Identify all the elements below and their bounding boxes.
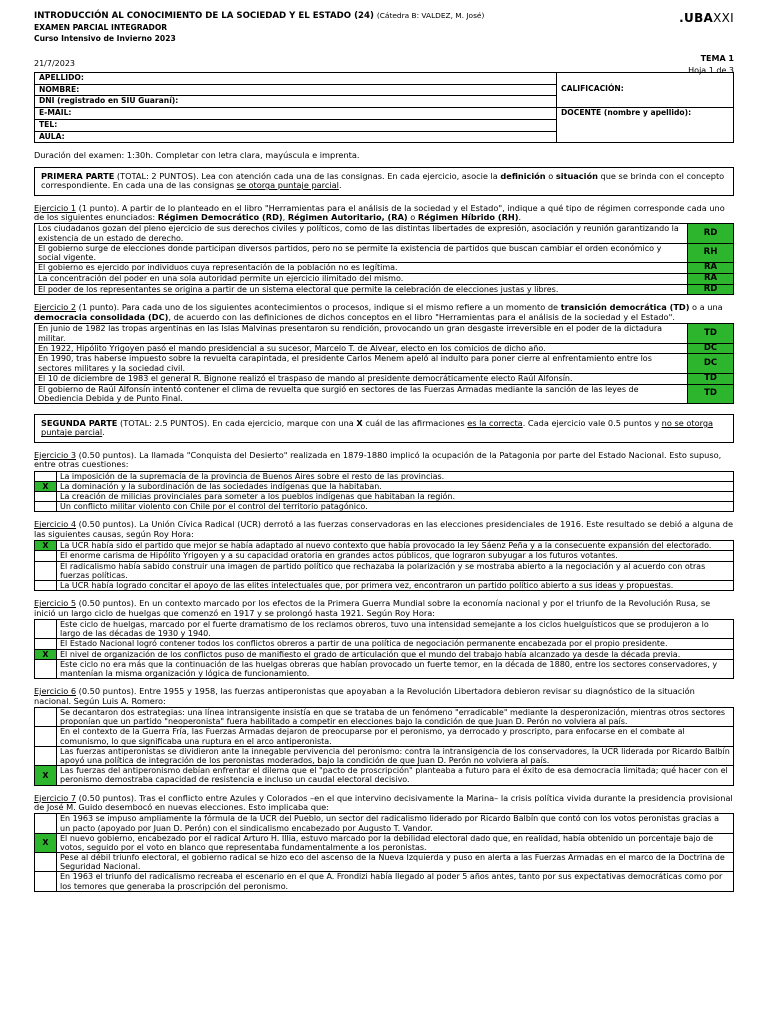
answer-code[interactable]: RH	[688, 243, 734, 262]
option-checkbox[interactable]: X	[35, 481, 57, 491]
option-row	[35, 620, 734, 639]
option-checkbox[interactable]: X	[35, 541, 57, 551]
option-row	[35, 481, 734, 491]
answer-code[interactable]: TD	[688, 324, 734, 343]
option-row	[35, 727, 734, 746]
option-text: El nivel de organización de los conflictos puso de manifiesto el grado de articulación que el mundo del trabajo había alcanzado ya desde la década previa.	[57, 649, 734, 659]
answer-code[interactable]: TD	[688, 384, 734, 403]
ej3-options	[34, 471, 734, 513]
exam-type: EXAMEN PARCIAL INTEGRADOR	[34, 22, 168, 32]
statement: El gobierno de Raúl Alfonsín intentó contener el clima de revuelta que surgió en sectores de las Fuerzas Armadas mediante la sanción de las leyes de Obediencia Debida y de Punto Final.	[35, 384, 688, 403]
table-row	[35, 273, 734, 284]
exam-title: INTRODUCCIÓN AL CONOCIMIENTO DE LA SOCIEDAD Y EL ESTADO (24) (Cátedra B: VALDEZ, M. José)	[34, 11, 485, 21]
answer-code[interactable]: RD	[688, 224, 734, 243]
option-text: La UCR había logrado concitar el apoyo de las elites intelectuales que, por primera vez, encontraron un partido político abierto a sus ideas y propuestas.	[57, 581, 734, 591]
option-checkbox[interactable]: X	[35, 833, 57, 852]
option-checkbox[interactable]	[35, 727, 57, 746]
option-checkbox[interactable]	[35, 872, 57, 891]
option-text: Las fuerzas antiperonistas se dividieron ante la innegable pervivencia del peronismo: contra la intransigencia de los conservadores, la UCR liderada por Ricardo Balbín apoyó una política de integración de los peronistas moderados, bajo la condición de que Juan D. Perón no volviera al país.	[57, 746, 734, 765]
option-checkbox[interactable]	[35, 551, 57, 561]
answer-code[interactable]: DC	[688, 354, 734, 373]
statement: En 1922, Hipólito Yrigoyen pasó el mando presidencial a su sucesor, Marcelo T. de Alvear, electo en los comicios de dicho año.	[35, 343, 688, 354]
course-name: Curso Intensivo de Invierno 2023	[34, 33, 176, 43]
option-row	[35, 551, 734, 561]
uba-xxi-logo: .UBAXXI	[679, 11, 734, 25]
ej6-prompt: Ejercicio 6 (0.50 puntos). Entre 1955 y 1958, las fuerzas antiperonistas que apoyaban a la Revolución Libertadora debieron revisar su diagnóstico de la situación nacional. Según Luis A. Romero:	[34, 686, 695, 706]
statement: El gobierno es ejercido por individuos cuya representación de la población no es legítima.	[35, 263, 688, 274]
ej1-prompt: Ejercicio 1 (1 punto). A partir de lo planteado en el libro "Herramientas para el análisis de la sociedad y el Estado", indique a qué tipo de régimen corresponde cada uno de los siguientes enunciados: Régimen Democrático (RD), Régimen Autoritario, (RA) o Régimen Híbrido (RH).	[34, 202, 725, 222]
option-text: Se decantaron dos estrategias: una línea intransigente insistía en que se trataba de un fenómeno "erradicable" mediante la desperonización, mientras otros sectores proponían que un partido "neoperonista" fuera habilitado a competir en elecciones bajo la condición de que Juan D. Perón no volviera al país.	[57, 708, 734, 727]
option-checkbox[interactable]	[35, 471, 57, 481]
exam-header	[34, 11, 734, 75]
ej7-prompt: Ejercicio 7 (0.50 puntos). Tras el conflicto entre Azules y Colorados –en el que intervino decisivamente la Marina– la crisis política vivida durante la presidencia provisional de José M. Guido desembocó en nuevas elecciones. Esto implicaba que:	[34, 792, 733, 812]
option-row	[35, 853, 734, 872]
tema-label: TEMA 1	[700, 54, 734, 63]
aula-field[interactable]: AULA:	[35, 131, 557, 143]
option-text: La imposición de la supremacía de la provincia de Buenos Aires sobre el resto de las provincias.	[57, 471, 734, 481]
part1-instructions: PRIMERA PARTE (TOTAL: 2 PUNTOS). Lea con atención cada una de las consignas. En cada ejercicio, asocie la definición o situación que se brinda con el concepto correspondiente. En cada una de las consignas se otorga puntaje parcial.	[34, 167, 734, 196]
option-text: La creación de milicias provinciales para someter a los pueblos indígenas que habitaban la región.	[57, 492, 734, 502]
option-text: En 1963 el triunfo del radicalismo recreaba el escenario en el que A. Frondizi había llegado al poder 5 años antes, tanto por sus expectativas democráticas como por los temores que generaba la proscripción del peronismo.	[57, 872, 734, 891]
option-row	[35, 502, 734, 512]
answer-code[interactable]: RA	[688, 273, 734, 284]
email-field[interactable]: E-MAIL:	[35, 108, 557, 120]
option-text: Este ciclo de huelgas, marcado por el fuerte dramatismo de los reclamos obreros, tuvo una intensidad semejante a los ciclos huelguísticos que se produjeron a lo largo de las décadas de 1930 y 1940.	[57, 620, 734, 639]
ej5-options	[34, 619, 734, 679]
answer-code[interactable]: TD	[688, 373, 734, 384]
option-checkbox[interactable]	[35, 814, 57, 833]
table-row	[35, 354, 734, 373]
exam-date: 21/7/2023	[34, 59, 76, 68]
ej6-options	[34, 707, 734, 786]
option-row	[35, 541, 734, 551]
statement: En junio de 1982 las tropas argentinas en las Islas Malvinas presentaron su rendición, provocando un gran desgaste irreversible en el poder de la dictadura militar.	[35, 324, 688, 343]
table-row	[35, 263, 734, 274]
option-text: La UCR había sido el partido que mejor se había adaptado al nuevo contexto que había provocado la ley Sáenz Peña y a la consecuente expansión del electorado.	[57, 541, 734, 551]
option-row	[35, 708, 734, 727]
option-text: En 1963 se impuso ampliamente la fórmula de la UCR del Pueblo, un sector del radicalismo liderado por Ricardo Balbín que contó con los votos peronistas gracias a un pacto (apoyado por Juan D. Perón) con el sindicalismo encabezado por Augusto T. Vandor.	[57, 814, 734, 833]
apellido-field[interactable]: APELLIDO:	[35, 73, 557, 85]
option-checkbox[interactable]: X	[35, 766, 57, 785]
option-text: Pese al débil triunfo electoral, el gobierno radical se hizo eco del ascenso de la Nueva Izquierda y puso en alerta a las Fuerzas Armadas en el marco de la Doctrina de Seguridad Nacional.	[57, 853, 734, 872]
option-row	[35, 639, 734, 649]
option-checkbox[interactable]	[35, 581, 57, 591]
ej2-table	[34, 323, 734, 404]
option-text: El Estado Nacional logró contener todos los conflictos obreros a partir de una política de negociación permanente encabezada por el propio presidente.	[57, 639, 734, 649]
option-row	[35, 561, 734, 580]
option-checkbox[interactable]	[35, 492, 57, 502]
statement: El poder de los representantes se origina a partir de un sistema electoral que permite la celebración de elecciones justas y libres.	[35, 284, 688, 295]
statement: El 10 de diciembre de 1983 el general R. Bignone realizó el traspaso de mando al presidente democráticamente electo Raúl Alfonsín.	[35, 373, 688, 384]
table-row	[35, 243, 734, 262]
calificacion-field[interactable]: CALIFICACIÓN:	[557, 73, 734, 108]
statement: Los ciudadanos gozan del pleno ejercicio de sus derechos civiles y políticos, como de las distintas libertades de expresión, asociación y reunión garantizando la existencia de un estado de derecho.	[35, 224, 688, 243]
table-row	[35, 224, 734, 243]
answer-code[interactable]: RA	[688, 263, 734, 274]
ej4-options	[34, 540, 734, 591]
option-checkbox[interactable]	[35, 746, 57, 765]
option-text: Las fuerzas del antiperonismo debían enfrentar el dilema que el "pacto de proscripción" planteaba a futuro para el éxito de esa democracia limitada; qué hacer con el peronismo demostraba capacidad de resistencia e incluso un caudal electoral decisivo.	[57, 766, 734, 785]
option-text: En el contexto de la Guerra Fría, las Fuerzas Armadas dejaron de preocuparse por el peronismo, ya derrocado y proscripto, para enfocarse en el combate al comunismo, lo que significaba una ruptura en el arco antiperonista.	[57, 727, 734, 746]
ej3-prompt: Ejercicio 3 (0.50 puntos). La llamada "Conquista del Desierto" realizada en 1879-1880 implicó la ocupación de la Patagonia por parte del Estado Nacional. Esto supuso, entre otras cuestiones:	[34, 449, 722, 470]
student-info-table	[34, 72, 734, 143]
option-row	[35, 833, 734, 852]
option-row	[35, 872, 734, 891]
ej2-prompt: Ejercicio 2 (1 punto). Para cada uno de los siguientes acontecimientos o procesos, indique si el mismo refiere a un momento de transición democrática (TD) o a una democracia consolidada (DC), de acuerdo con las definiciones de dichos conceptos en el libro "Herramientas para el análisis de la sociedad y el Estado".	[34, 302, 723, 322]
table-row	[35, 343, 734, 354]
statement: En 1990, tras haberse impuesto sobre la revuelta carapintada, el presidente Carlos Menem apeló al indulto para poner cierre al enfrentamiento entre los sectores militares y la sociedad civil.	[35, 354, 688, 373]
ej4-prompt: Ejercicio 4 (0.50 puntos). La Unión Cívica Radical (UCR) derrotó a las fuerzas conservadoras en las elecciones presidenciales de 1916. Este resultado se debió a alguna de las siguientes causas, según Roy Hora:	[34, 519, 733, 539]
option-text: La dominación y la subordinación de las sociedades indígenas que la habitaban.	[57, 481, 734, 491]
part2-instructions: SEGUNDA PARTE (TOTAL: 2.5 PUNTOS). En cada ejercicio, marque con una X cuál de las afirmaciones es la correcta. Cada ejercicio vale 0.5 puntos y no se otorga puntaje parcial.	[34, 414, 734, 443]
option-text: Un conflicto militar violento con Chile por el control del territorio patagónico.	[57, 502, 734, 512]
statement: El gobierno surge de elecciones donde participan diversos partidos, pero no se permite la existencia de partidos que buscan cambiar el orden económico y social vigente.	[35, 243, 688, 262]
answer-code[interactable]: DC	[688, 343, 734, 354]
option-checkbox[interactable]	[35, 853, 57, 872]
page-number: Hoja 1 de 3	[688, 66, 734, 75]
option-checkbox[interactable]	[35, 502, 57, 512]
option-row	[35, 814, 734, 833]
option-row	[35, 649, 734, 659]
ej7-options	[34, 813, 734, 892]
table-row	[35, 324, 734, 343]
option-row	[35, 746, 734, 765]
table-row	[35, 284, 734, 295]
table-row	[35, 373, 734, 384]
statement: La concentración del poder en una sola autoridad permite un ejercicio ilimitado del mismo.	[35, 273, 688, 284]
option-text: Este ciclo no era más que la continuación de las huelgas obreras que habían provocado un fuerte temor, en la década de 1880, entre los sectores conservadores, y mantenían la misma organización y lógica de funcionamiento.	[57, 659, 734, 678]
option-checkbox[interactable]	[35, 708, 57, 727]
dni-field[interactable]: DNI (registrado en SIU Guaraní):	[35, 96, 557, 108]
option-checkbox[interactable]	[35, 561, 57, 580]
exam-duration: Duración del examen: 1:30h. Completar con letra clara, mayúscula e imprenta.	[34, 150, 360, 161]
answer-code[interactable]: RD	[688, 284, 734, 295]
ej1-table	[34, 223, 734, 295]
option-checkbox[interactable]	[35, 620, 57, 639]
tema-block	[688, 53, 734, 77]
option-checkbox[interactable]	[35, 639, 57, 649]
option-row	[35, 471, 734, 481]
ej5-prompt: Ejercicio 5 (0.50 puntos). En un contexto marcado por los efectos de la Primera Guerra Mundial sobre la economía nacional y por el triunfo de la Revolución Rusa, se inició un largo ciclo de huelgas que comenzó en 1917 y se prolongó hasta 1921. Según Roy Hora:	[34, 598, 711, 618]
tel-field[interactable]: TEL:	[35, 119, 557, 131]
option-text: El nuevo gobierno, encabezado por el radical Arturo H. Illia, estuvo marcado por la debilidad electoral dado que, en realidad, había obtenido un porcentaje bajo de votos, seguido por el voto en blanco que representaba fundamentalmente a los peronistas.	[57, 833, 734, 852]
option-checkbox[interactable]	[35, 659, 57, 678]
option-row	[35, 492, 734, 502]
option-text: El radicalismo había sabido construir una imagen de partido político que rechazaba la polarización y se mostraba abierto a la negociación y al acuerdo con otras fuerzas políticas.	[57, 561, 734, 580]
option-text: El enorme carisma de Hipólito Yrigoyen y a su capacidad oratoria en grandes actos públicos, que lograron subyugar a los futuros votantes.	[57, 551, 734, 561]
nombre-field[interactable]: NOMBRE:	[35, 84, 557, 96]
option-checkbox[interactable]: X	[35, 649, 57, 659]
table-row	[35, 384, 734, 403]
option-row	[35, 581, 734, 591]
option-row	[35, 766, 734, 785]
option-row	[35, 659, 734, 678]
docente-field[interactable]: DOCENTE (nombre y apellido):	[557, 108, 734, 143]
